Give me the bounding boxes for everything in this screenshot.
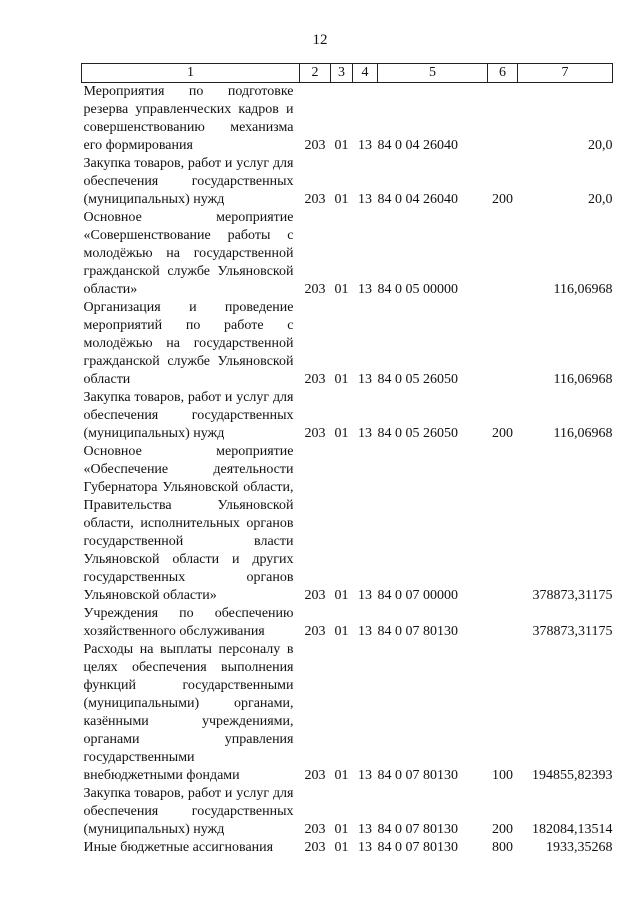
row-target-article: 84 0 07 80130: [377, 822, 458, 837]
row-expense-type: 200: [492, 822, 513, 837]
header-col-4: 4: [353, 64, 378, 83]
row-expense-type: [488, 443, 518, 605]
header-row: [82, 64, 613, 83]
row-expense-type: 200: [492, 192, 513, 207]
row-department-code: 203: [304, 624, 326, 639]
row-target-article: 84 0 05 26050: [377, 426, 458, 441]
row-subsection-code: 13: [358, 588, 372, 603]
row-amount: 116,06968: [553, 426, 613, 441]
row-target-article: 84 0 05 00000: [377, 282, 458, 297]
row-amount: 20,0: [588, 192, 613, 207]
row-subsection-code: 13: [358, 768, 372, 783]
row-description: Мероприятия по подготовке резерва управленческих кадров и совершенствованию механизма его формирования: [83, 84, 294, 153]
row-section-code: 01: [334, 822, 349, 837]
table-row: [82, 389, 613, 443]
row-amount: 194855,82393: [532, 768, 613, 783]
row-subsection-code: 13: [358, 840, 372, 855]
table-row: [82, 839, 613, 857]
row-section-code: 01: [334, 840, 349, 855]
row-description: Основное мероприятие «Совершенствование работы с молодёжью на государственной гражданской службе Ульяновской области»: [83, 210, 294, 297]
row-expense-type: 800: [492, 840, 513, 855]
row-department-code: 203: [304, 426, 326, 441]
row-section-code: 01: [334, 588, 349, 603]
row-description: Учреждения по обеспечению хозяйственного обслуживания: [83, 606, 294, 639]
header-col-5: 5: [378, 64, 488, 83]
row-section-code: 01: [334, 138, 349, 153]
header-col-3: 3: [331, 64, 353, 83]
row-department-code: 203: [304, 768, 326, 783]
table-body: [82, 83, 613, 858]
table-row: [82, 443, 613, 605]
row-section-code: 01: [334, 426, 349, 441]
row-target-article: 84 0 07 80130: [377, 840, 458, 855]
table-row: [82, 83, 613, 156]
table-row: [82, 155, 613, 209]
row-subsection-code: 13: [358, 822, 372, 837]
row-department-code: 203: [304, 588, 326, 603]
table-row: [82, 299, 613, 389]
budget-table: [81, 63, 613, 857]
row-description: Организация и проведение мероприятий по работе с молодёжью на государственной гражданской службе Ульяновской области: [83, 300, 294, 387]
row-section-code: 01: [334, 768, 349, 783]
table-row: [82, 605, 613, 641]
row-amount: 1933,35268: [546, 840, 613, 855]
row-section-code: 01: [334, 282, 349, 297]
row-description: Закупка товаров, работ и услуг для обеспечения государственных (муниципальных) нужд: [83, 786, 294, 837]
row-description: Основное мероприятие «Обеспечение деятельности Губернатора Ульяновской области, Правительства Ульяновской области, исполнительных органов государственной власти Ульяновской области и других государственных органов Ульяновской области»: [83, 444, 294, 603]
row-expense-type: 200: [492, 426, 513, 441]
row-department-code: 203: [304, 822, 326, 837]
row-subsection-code: 13: [358, 372, 372, 387]
row-subsection-code: 13: [358, 426, 372, 441]
header-col-7: 7: [518, 64, 613, 83]
row-description: Закупка товаров, работ и услуг для обеспечения государственных (муниципальных) нужд: [83, 390, 294, 441]
row-description: Иные бюджетные ассигнования: [83, 840, 274, 855]
header-col-2: 2: [300, 64, 331, 83]
row-expense-type: [488, 299, 518, 389]
row-subsection-code: 13: [358, 624, 372, 639]
row-expense-type: [488, 209, 518, 299]
row-amount: 182084,13514: [532, 822, 613, 837]
row-subsection-code: 13: [358, 282, 372, 297]
row-amount: 378873,31175: [532, 624, 613, 639]
row-subsection-code: 13: [358, 138, 372, 153]
header-col-1: 1: [82, 64, 300, 83]
row-target-article: 84 0 07 80130: [377, 624, 458, 639]
table-row: [82, 641, 613, 785]
row-target-article: 84 0 05 26050: [377, 372, 458, 387]
row-amount: 116,06968: [553, 372, 613, 387]
row-amount: 20,0: [588, 138, 613, 153]
row-section-code: 01: [334, 624, 349, 639]
row-department-code: 203: [304, 192, 326, 207]
row-amount: 378873,31175: [532, 588, 613, 603]
row-department-code: 203: [304, 282, 326, 297]
row-target-article: 84 0 07 00000: [377, 588, 458, 603]
row-section-code: 01: [334, 192, 349, 207]
table-row: [82, 785, 613, 839]
header-col-6: 6: [488, 64, 518, 83]
row-description: Расходы на выплаты персоналу в целях обеспечения выполнения функций государственными (муниципальными) органами, казёнными учреждениями, органами управления государственными внебюджетными фондами: [83, 642, 294, 783]
row-department-code: 203: [304, 840, 326, 855]
row-department-code: 203: [304, 372, 326, 387]
row-expense-type: [488, 605, 518, 641]
row-target-article: 84 0 04 26040: [377, 138, 458, 153]
row-amount: 116,06968: [553, 282, 613, 297]
row-expense-type: [488, 83, 518, 156]
row-description: Закупка товаров, работ и услуг для обеспечения государственных (муниципальных) нужд: [83, 156, 294, 207]
row-expense-type: 100: [492, 768, 513, 783]
table-row: [82, 209, 613, 299]
row-department-code: 203: [304, 138, 326, 153]
table-header: [82, 64, 613, 83]
page-number: 12: [312, 32, 328, 48]
row-subsection-code: 13: [358, 192, 372, 207]
row-section-code: 01: [334, 372, 349, 387]
row-target-article: 84 0 07 80130: [377, 768, 458, 783]
row-target-article: 84 0 04 26040: [377, 192, 458, 207]
